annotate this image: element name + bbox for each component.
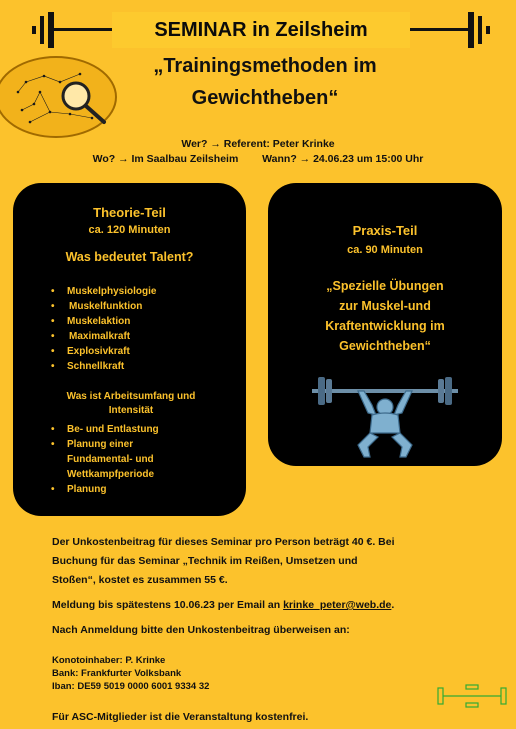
question-2-line-2: Intensität [108,405,154,416]
info-when: Wann? → 24.06.23 um 15:00 Uhr [262,153,424,165]
theory-list-2 [51,422,201,497]
practice-title: Praxis-Teil [352,223,418,238]
practice-desc-line-1: „Spezielle Übungen [326,279,444,293]
theory-duration: ca. 120 Minuten [88,224,171,236]
registration-text [52,596,472,615]
members-note: Für ASC-Mitglieder ist die Veranstaltung kostenfrei. [52,711,309,723]
payment-note: Nach Anmeldung bitte den Unkostenbeitrag überweisen an: [52,624,350,636]
theory-list [51,284,246,374]
barbell-left-icon [32,10,112,50]
list-item: • Maximalkraft [51,329,246,344]
list-item: • Muskelaktion [51,314,246,329]
list-item: • Explosivkraft [51,344,246,359]
practice-description [268,276,502,356]
list-item: • Muskelphysiologie [51,284,246,299]
practice-desc-line-2: zur Muskel-und [339,299,431,313]
fee-line-3: Stoßen“, kostet es zusammen 55 €. [52,574,228,586]
list-item: • Schnellkraft [51,359,246,374]
question-2-line-1: Was ist Arbeitsumfang und [66,391,196,402]
list-item: • Muskelfunktion [51,299,246,314]
bank-details [52,654,472,693]
subtitle-line-2: Gewichtheben“ [191,87,339,109]
barbell-right-icon [410,10,490,50]
theory-question-2 [51,390,211,418]
list-item: • Planung einer Fundamental- und Wettkampfperiode [51,437,201,482]
registration-end: . [391,599,395,611]
theory-panel [13,183,246,516]
theory-title: Theorie-Teil [93,205,166,220]
fee-line-1: Der Unkostenbeitrag für dieses Seminar pro Person beträgt 40 €. Bei [52,536,395,548]
seminar-subtitle [80,50,450,114]
barbell-outline-icon [436,684,508,708]
info-where-when [0,153,516,165]
practice-desc-line-3: Kraftentwicklung im [325,319,445,333]
practice-desc-line-4: Gewichtheben“ [339,339,431,353]
fee-line-2: Buchung für das Seminar „Technik im Reißen, Umsetzen und [52,555,358,567]
subtitle-line-1: „Trainingsmethoden im [153,55,377,77]
registration-deadline: Meldung bis spätestens 10.06.23 per Email an [52,599,284,611]
info-where: Wo? → Im Saalbau Zeilsheim [92,153,239,165]
list-item: • Planung [51,482,201,497]
theory-question: Was bedeutet Talent? [65,250,194,264]
bank-name: Bank: Frankfurter Volksbank [52,668,182,679]
practice-duration: ca. 90 Minuten [347,244,423,256]
account-holder: Konotoinhaber: P. Krinke [52,655,166,666]
fee-text [52,533,472,590]
list-item: • Be- und Entlastung [51,422,201,437]
weightlifter-icon [312,375,458,461]
seminar-title: SEMINAR in Zeilsheim [112,12,410,48]
info-who: Wer? → Referent: Peter Krinke [181,138,335,150]
practice-panel [268,183,502,466]
email-link[interactable]: krinke_peter@web.de [283,599,392,611]
iban: Iban: DE59 5019 0000 6001 9334 32 [52,681,210,692]
